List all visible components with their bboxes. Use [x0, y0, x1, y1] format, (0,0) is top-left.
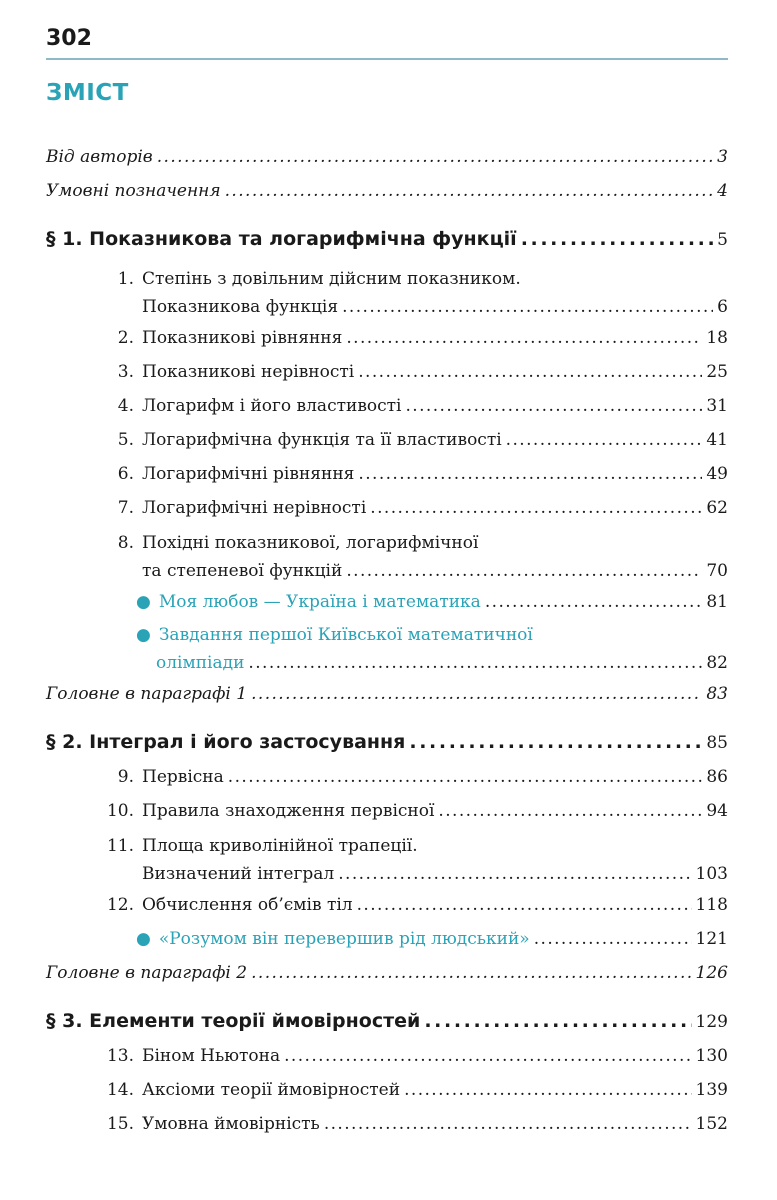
entry-title: Умовні позначення: [46, 181, 221, 201]
item-title: Правила знаходження первісної: [142, 801, 435, 821]
item-title-cont: та степеневої функцій: [142, 561, 343, 581]
leader-dots: [358, 457, 702, 491]
item-title-cont: Визначений інтеграл: [142, 864, 335, 884]
toc-item-7[interactable]: [46, 491, 728, 525]
toc-item-8-line1[interactable]: [46, 529, 728, 557]
leader-dots: [404, 1073, 691, 1107]
toc-item-15[interactable]: [46, 1107, 728, 1141]
summary-title: Головне в параграфі 2: [46, 963, 248, 983]
toc-extra-2-line1[interactable]: [46, 621, 728, 649]
item-number: 5.: [117, 430, 134, 450]
item-number: 12.: [106, 895, 134, 915]
toc-item-6[interactable]: [46, 457, 728, 491]
section-title: § 1. Показникова та логарифмічна функції: [46, 228, 517, 250]
item-page: 18: [706, 328, 728, 348]
leader-dots: [342, 293, 713, 321]
leader-dots: [225, 174, 714, 208]
item-number: 6.: [117, 464, 134, 484]
toc-section-1[interactable]: [46, 222, 728, 257]
extra-title: Завдання першої Київської математичної: [158, 625, 533, 645]
section-page: 85: [706, 733, 728, 753]
toc-item-1-line1[interactable]: [46, 265, 728, 293]
summary-page: 126: [695, 963, 728, 983]
toc-summary-1[interactable]: [46, 677, 728, 711]
toc-item-1-line2[interactable]: [46, 293, 728, 321]
item-number: 7.: [117, 498, 134, 518]
section-page: 5: [717, 230, 728, 250]
item-number: 1.: [117, 269, 134, 289]
leader-dots: [228, 760, 703, 794]
toc-summary-2[interactable]: [46, 956, 728, 990]
extra-title-cont: олімпіади: [156, 653, 245, 673]
item-page: 103: [695, 864, 728, 884]
bullet-icon: ●: [136, 929, 151, 949]
item-number: 2.: [117, 328, 134, 348]
leader-dots: [485, 585, 703, 619]
item-page: 41: [706, 430, 728, 450]
top-rule: [46, 58, 728, 60]
toc-item-13[interactable]: [46, 1039, 728, 1073]
item-page: 25: [706, 362, 728, 382]
extra-title: Моя любов — Україна і математика: [158, 592, 481, 612]
leader-dots: [357, 888, 692, 922]
toc-item-5[interactable]: [46, 423, 728, 457]
item-title: Степінь з довільним дійсним показником.: [142, 269, 521, 289]
extra-page: 121: [695, 929, 728, 949]
item-page: 118: [695, 895, 728, 915]
toc-section-2[interactable]: [46, 725, 728, 760]
leader-dots: [338, 860, 691, 888]
toc-section-3[interactable]: [46, 1004, 728, 1039]
toc-extra-2-line2[interactable]: [46, 649, 728, 677]
leader-dots: [248, 649, 702, 677]
item-title: Обчислення об’ємів тіл: [142, 895, 353, 915]
item-number: 4.: [117, 396, 134, 416]
entry-title: Від авторів: [46, 147, 153, 167]
toc-item-11-line2[interactable]: [46, 860, 728, 888]
toc-entry-notation[interactable]: [46, 174, 728, 208]
leader-dots: [370, 491, 702, 525]
extra-title: «Розумом він перевершив рід людський»: [158, 929, 530, 949]
item-title: Логарифмічна функція та її властивості: [142, 430, 502, 450]
item-title: Площа криволінійної трапеції.: [142, 836, 418, 856]
leader-dots: [251, 956, 691, 990]
item-title-cont: Показникова функція: [142, 297, 339, 317]
section-title: § 2. Інтеграл і його застосування: [46, 731, 406, 753]
toc-item-2[interactable]: [46, 321, 728, 355]
item-page: 31: [706, 396, 728, 416]
toc-item-9[interactable]: [46, 760, 728, 794]
item-page: 139: [695, 1080, 728, 1100]
item-page: 6: [717, 297, 728, 317]
leader-dots: [157, 140, 713, 174]
leader-dots: [346, 557, 702, 585]
toc-item-14[interactable]: [46, 1073, 728, 1107]
extra-page: 82: [706, 653, 728, 673]
item-number: 11.: [106, 836, 134, 856]
item-title: Логарифмічні нерівності: [142, 498, 367, 518]
item-title: Біном Ньютона: [142, 1046, 281, 1066]
item-number: 15.: [106, 1114, 134, 1134]
extra-page: 81: [706, 592, 728, 612]
leader-dots: [251, 677, 702, 711]
leader-dots: [534, 922, 692, 956]
summary-page: 83: [706, 684, 728, 704]
leader-dots: [438, 794, 702, 828]
toc-item-12[interactable]: [46, 888, 728, 922]
item-page: 94: [706, 801, 728, 821]
section-title: § 3. Елементи теорії ймовірностей: [46, 1010, 421, 1032]
leader-dots: [521, 222, 713, 256]
item-title: Логарифмічні рівняння: [142, 464, 355, 484]
item-title: Умовна ймовірність: [142, 1114, 320, 1134]
item-title: Аксіоми теорії ймовірностей: [142, 1080, 401, 1100]
item-title: Похідні показникової, логарифмічної: [142, 533, 479, 553]
item-number: 3.: [117, 362, 134, 382]
leader-dots: [424, 1004, 691, 1038]
section-page: 129: [695, 1012, 728, 1032]
leader-dots: [324, 1107, 692, 1141]
toc-entry-authors[interactable]: [46, 140, 728, 174]
leader-dots: [284, 1039, 691, 1073]
entry-page: 3: [717, 147, 728, 167]
page-number: 302: [46, 26, 92, 51]
leader-dots: [409, 725, 702, 759]
toc-item-4[interactable]: [46, 389, 728, 423]
item-number: 14.: [106, 1080, 134, 1100]
leader-dots: [346, 321, 702, 355]
bullet-icon: ●: [136, 592, 151, 612]
item-page: 62: [706, 498, 728, 518]
item-page: 49: [706, 464, 728, 484]
table-of-contents: [46, 140, 728, 1141]
item-title: Показникові рівняння: [142, 328, 343, 348]
item-number: 10.: [106, 801, 134, 821]
item-number: 8.: [117, 533, 134, 553]
leader-dots: [506, 423, 703, 457]
item-number: 9.: [117, 767, 134, 787]
item-page: 70: [706, 561, 728, 581]
toc-item-11-line1[interactable]: [46, 832, 728, 860]
toc-extra-3[interactable]: [46, 922, 728, 956]
item-title: Первісна: [142, 767, 224, 787]
item-title: Логарифм і його властивості: [142, 396, 402, 416]
item-title: Показникові нерівності: [142, 362, 355, 382]
leader-dots: [358, 355, 702, 389]
summary-title: Головне в параграфі 1: [46, 684, 248, 704]
item-page: 86: [706, 767, 728, 787]
item-page: 130: [695, 1046, 728, 1066]
leader-dots: [406, 389, 703, 423]
toc-item-8-line2[interactable]: [46, 557, 728, 585]
item-page: 152: [695, 1114, 728, 1134]
item-number: 13.: [106, 1046, 134, 1066]
toc-extra-1[interactable]: [46, 585, 728, 619]
toc-item-10[interactable]: [46, 794, 728, 828]
bullet-icon: ●: [136, 625, 151, 645]
toc-title: ЗМІСТ: [46, 80, 129, 106]
entry-page: 4: [717, 181, 728, 201]
toc-item-3[interactable]: [46, 355, 728, 389]
